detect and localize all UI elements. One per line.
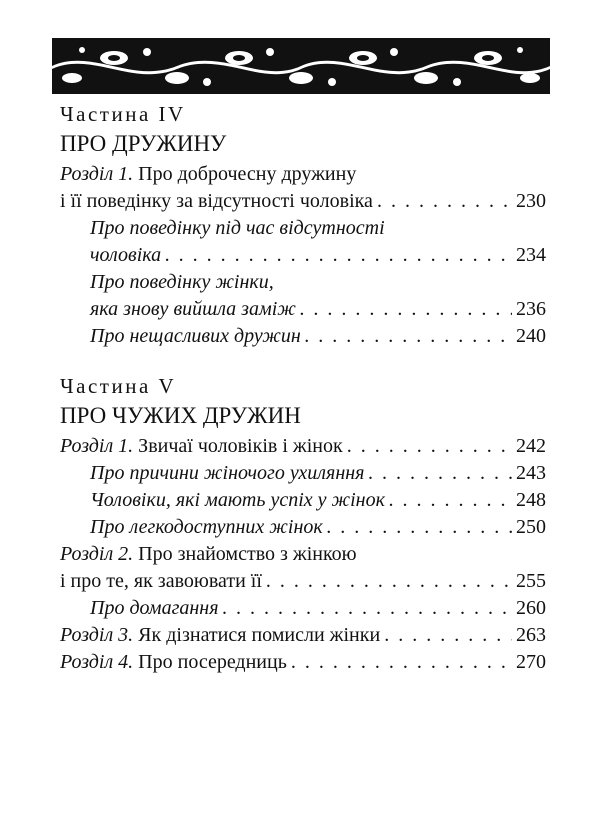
entry-title: Про причини жіночого ухиляння bbox=[90, 462, 365, 484]
page-number: 236 bbox=[516, 298, 546, 320]
entry-title: чоловіка bbox=[90, 244, 162, 266]
dot-leader bbox=[389, 487, 512, 514]
toc-entry-continuation[interactable] bbox=[60, 568, 546, 595]
toc-entry[interactable] bbox=[60, 161, 546, 188]
part-label: Частина IV bbox=[60, 102, 186, 126]
dot-leader bbox=[305, 323, 512, 350]
chapter-prefix: Розділ 3. bbox=[60, 624, 134, 646]
dot-leader bbox=[291, 649, 512, 676]
entry-title: Про поведінку під час відсутності bbox=[90, 217, 385, 239]
page-number: 270 bbox=[516, 651, 546, 673]
toc-entry[interactable] bbox=[60, 215, 546, 242]
floral-ornament-icon bbox=[52, 38, 550, 94]
dot-leader bbox=[266, 568, 512, 595]
dot-leader bbox=[165, 242, 512, 269]
entry-title: Про нещасливих дружин bbox=[90, 325, 301, 347]
entry-title: Про домагання bbox=[90, 597, 219, 619]
entry-title: Про посередниць bbox=[138, 651, 287, 673]
toc-entry[interactable] bbox=[60, 433, 546, 460]
entry-title: Про поведінку жінки, bbox=[90, 271, 274, 293]
page-number: 243 bbox=[516, 462, 546, 484]
chapter-prefix: Розділ 2. bbox=[60, 543, 134, 565]
part-title: ПРО ДРУЖИНУ bbox=[60, 131, 227, 156]
chapter-prefix: Розділ 4. bbox=[60, 651, 134, 673]
page-number: 248 bbox=[516, 489, 546, 511]
dot-leader bbox=[377, 188, 512, 215]
part-title: ПРО ЧУЖИХ ДРУЖИН bbox=[60, 403, 301, 428]
toc-entry[interactable] bbox=[60, 541, 546, 568]
dot-leader bbox=[347, 433, 512, 460]
entry-title: Про знайомство з жінкою bbox=[138, 543, 357, 565]
entry-title: і її поведінку за відсутності чоловіка bbox=[60, 190, 373, 212]
page-number: 240 bbox=[516, 325, 546, 347]
page-number: 234 bbox=[516, 244, 546, 266]
dot-leader bbox=[327, 514, 512, 541]
entry-title: яка знову вийшла заміж bbox=[90, 298, 296, 320]
chapter-prefix: Розділ 1. bbox=[60, 163, 134, 185]
chapter-prefix: Розділ 1. bbox=[60, 435, 134, 457]
toc-entry[interactable] bbox=[60, 514, 546, 541]
dot-leader bbox=[368, 460, 512, 487]
entry-title: і про те, як завоювати її bbox=[60, 570, 262, 592]
entry-title: Про доброчесну дружину bbox=[138, 163, 357, 185]
table-of-contents bbox=[60, 100, 546, 676]
part-label: Частина V bbox=[60, 374, 177, 398]
entry-title: Про легкодоступних жінок bbox=[90, 516, 323, 538]
toc-entry[interactable] bbox=[60, 323, 546, 350]
toc-entry-continuation[interactable] bbox=[60, 242, 546, 269]
page-number: 263 bbox=[516, 624, 546, 646]
toc-entry-continuation[interactable] bbox=[60, 296, 546, 323]
entry-title: Чоловіки, які мають успіх у жінок bbox=[90, 489, 385, 511]
page-number: 242 bbox=[516, 435, 546, 457]
entry-title: Як дізнатися помисли жінки bbox=[138, 624, 381, 646]
page-number: 255 bbox=[516, 570, 546, 592]
toc-entry[interactable] bbox=[60, 460, 546, 487]
page-number: 230 bbox=[516, 190, 546, 212]
toc-entry[interactable] bbox=[60, 269, 546, 296]
page-number: 250 bbox=[516, 516, 546, 538]
dot-leader bbox=[300, 296, 512, 323]
toc-entry[interactable] bbox=[60, 649, 546, 676]
dot-leader bbox=[384, 622, 512, 649]
toc-entry[interactable] bbox=[60, 487, 546, 514]
page-number: 260 bbox=[516, 597, 546, 619]
toc-entry[interactable] bbox=[60, 622, 546, 649]
toc-entry[interactable] bbox=[60, 595, 546, 622]
toc-entry-continuation[interactable] bbox=[60, 188, 546, 215]
dot-leader bbox=[223, 595, 512, 622]
entry-title: Звичаї чоловіків і жінок bbox=[138, 435, 343, 457]
